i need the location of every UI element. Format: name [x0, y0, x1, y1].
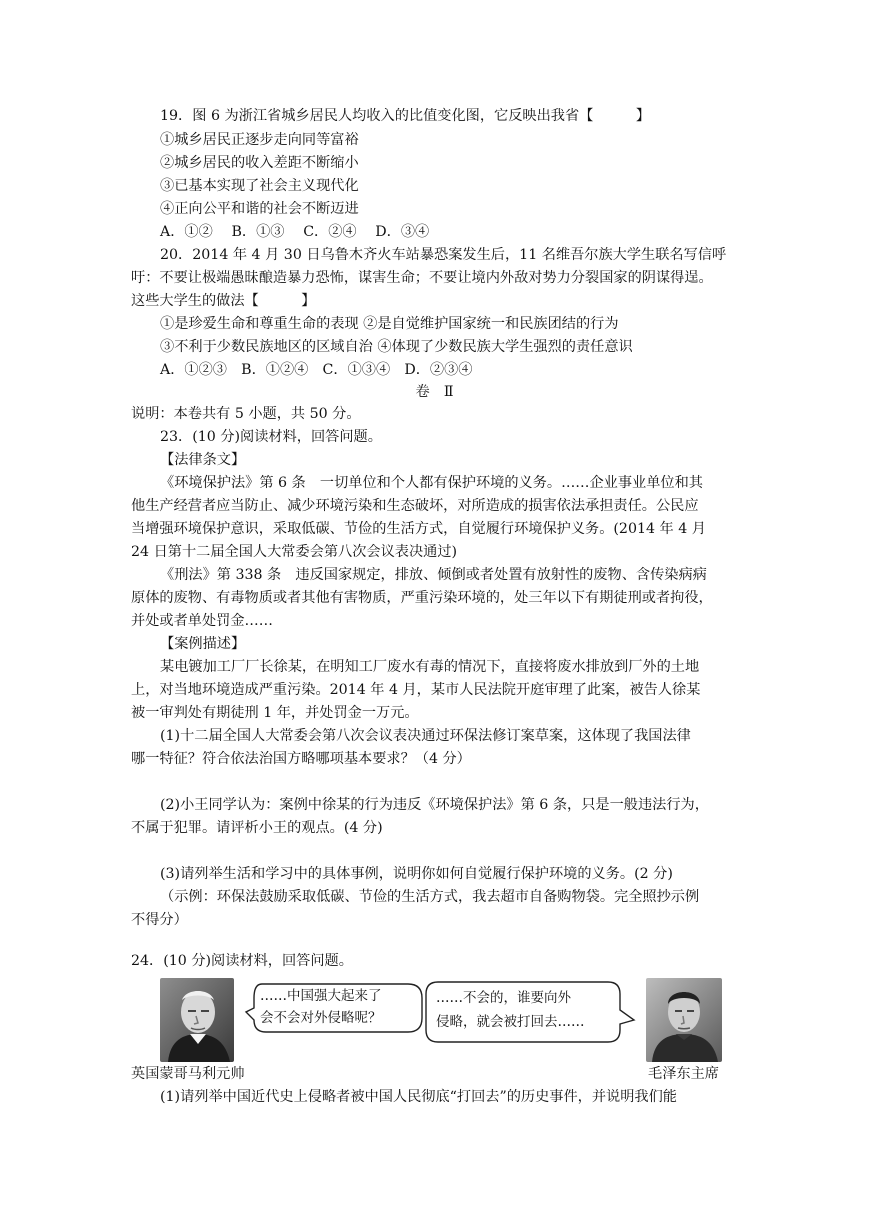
q19-option-2: ②城乡居民的收入差距不断缩小 — [160, 155, 359, 171]
q23-case-line3: 被一审判处有期徒刑 1 年，并处罚金一万元。 — [131, 705, 419, 721]
montgomery-portrait-graphic — [160, 978, 234, 1062]
q23-law2-line1: 《刑法》第 338 条 违反国家规定，排放、倾倒或者处置有放射性的废物、含传染病病 — [160, 567, 707, 583]
q20-choices: A．①②③ B．①②④ C．①③④ D．②③④ — [160, 362, 473, 378]
q23-sub1-line1: (1)十二届全国人大常委会第八次会议表决通过环保法修订案草案，这体现了我国法律 — [160, 728, 691, 744]
speech-bubble-left-line2: 会不会对外侵略呢？ — [260, 1010, 382, 1026]
section-title: 卷 Ⅱ — [415, 384, 454, 400]
q23-case-line1: 某电镀加工厂厂长徐某，在明知工厂废水有毒的情况下，直接将废水排放到厂外的土地 — [160, 659, 700, 675]
q19-option-3: ③已基本实现了社会主义现代化 — [160, 178, 359, 194]
q23-law2-line2: 原体的废物、有毒物质或者其他有害物质，严重污染环境的，处三年以下有期徒刑或者拘役， — [131, 590, 713, 606]
q23-case-line2: 上，对当地环境造成严重污染。2014 年 4 月，某市人民法院开庭审理了此案，被告人徐某 — [131, 682, 701, 698]
q20-options-3-4: ③不利于少数民族地区的区域自治 ④体现了少数民族大学生强烈的责任意识 — [160, 339, 633, 355]
q24-sub1-line1: (1)请列举中国近代史上侵略者被中国人民彻底“打回去”的历史事件，并说明我们能 — [160, 1089, 677, 1105]
speech-bubble-left — [244, 982, 426, 1036]
caption-mao: 毛泽东主席 — [648, 1066, 719, 1082]
q23-law-heading: 【法律条文】 — [160, 452, 246, 468]
q23-sub2-line1: (2)小王同学认为：案例中徐某的行为违反《环境保护法》第 6 条，只是一般违法行为， — [160, 797, 709, 813]
q23-law1-line1: 《环境保护法》第 6 条 一切单位和个人都有保护环境的义务。……企业事业单位和其 — [160, 475, 703, 491]
q20-stem-line1: 20．2014 年 4 月 30 日乌鲁木齐火车站暴恐案发生后，11 名维吾尔族大学生联名写信呼 — [160, 247, 727, 263]
section-note: 说明：本卷共有 5 小题，共 50 分。 — [131, 406, 361, 422]
q23-case-heading: 【案例描述】 — [160, 636, 246, 652]
caption-montgomery: 英国蒙哥马利元帅 — [131, 1066, 245, 1082]
q23-law1-line4: 24 日第十二届全国人大常委会第八次会议表决通过) — [131, 544, 458, 560]
mao-portrait-graphic — [646, 978, 722, 1062]
montgomery-portrait — [160, 978, 234, 1062]
q19-option-1: ①城乡居民正逐步走向同等富裕 — [160, 132, 359, 148]
q20-stem-line3: 这些大学生的做法【 】 — [131, 293, 316, 309]
q23-law2-line3: 并处或者单处罚金…… — [131, 613, 273, 629]
q20-stem-line2: 吁：不要让极端愚昧酿造暴力恐怖，谋害生命；不要让境内外敌对势力分裂国家的阴谋得逞。 — [131, 270, 713, 286]
q19-stem: 19．图 6 为浙江省城乡居民人均收入的比值变化图，它反映出我省【 】 — [160, 108, 651, 124]
speech-bubble-right-line2: 侵略，就会被打回去…… — [436, 1014, 585, 1030]
q24-stem: 24．(10 分)阅读材料，回答问题。 — [131, 953, 353, 969]
q23-sub1-line2: 哪一特征？符合依法治国方略哪项基本要求？（4 分） — [131, 751, 471, 767]
q20-options-1-2: ①是珍爱生命和尊重生命的表现 ②是自觉维护国家统一和民族团结的行为 — [160, 316, 619, 332]
q23-stem: 23．(10 分)阅读材料，回答问题。 — [160, 429, 382, 445]
q19-choices: A．①② B．①③ C．②④ D．③④ — [160, 224, 430, 240]
speech-bubble-right-line1: ……不会的，谁要向外 — [436, 990, 571, 1006]
q23-sub3-line3: 不得分） — [131, 912, 188, 928]
speech-bubble-left-line1: ……中国强大起来了 — [260, 988, 382, 1004]
mao-portrait — [646, 978, 722, 1062]
q23-law1-line2: 他生产经营者应当防止、减少环境污染和生态破坏，对所造成的损害依法承担责任。公民应 — [131, 498, 699, 514]
q23-law1-line3: 当增强环境保护意识，采取低碳、节俭的生活方式，自觉履行环境保护义务。(2014 年 4 月 — [131, 521, 706, 537]
q19-option-4: ④正向公平和谐的社会不断迈进 — [160, 201, 359, 217]
speech-bubble-right — [424, 980, 636, 1044]
q23-sub3-line2: （示例：环保法鼓励采取低碳、节俭的生活方式，我去超市自备购物袋。完全照抄示例 — [160, 889, 700, 905]
q23-sub2-line2: 不属于犯罪。请评析小王的观点。(4 分) — [131, 820, 383, 836]
q23-sub3-line1: (3)请列举生活和学习中的具体事例，说明你如何自觉履行保护环境的义务。(2 分) — [160, 866, 673, 882]
